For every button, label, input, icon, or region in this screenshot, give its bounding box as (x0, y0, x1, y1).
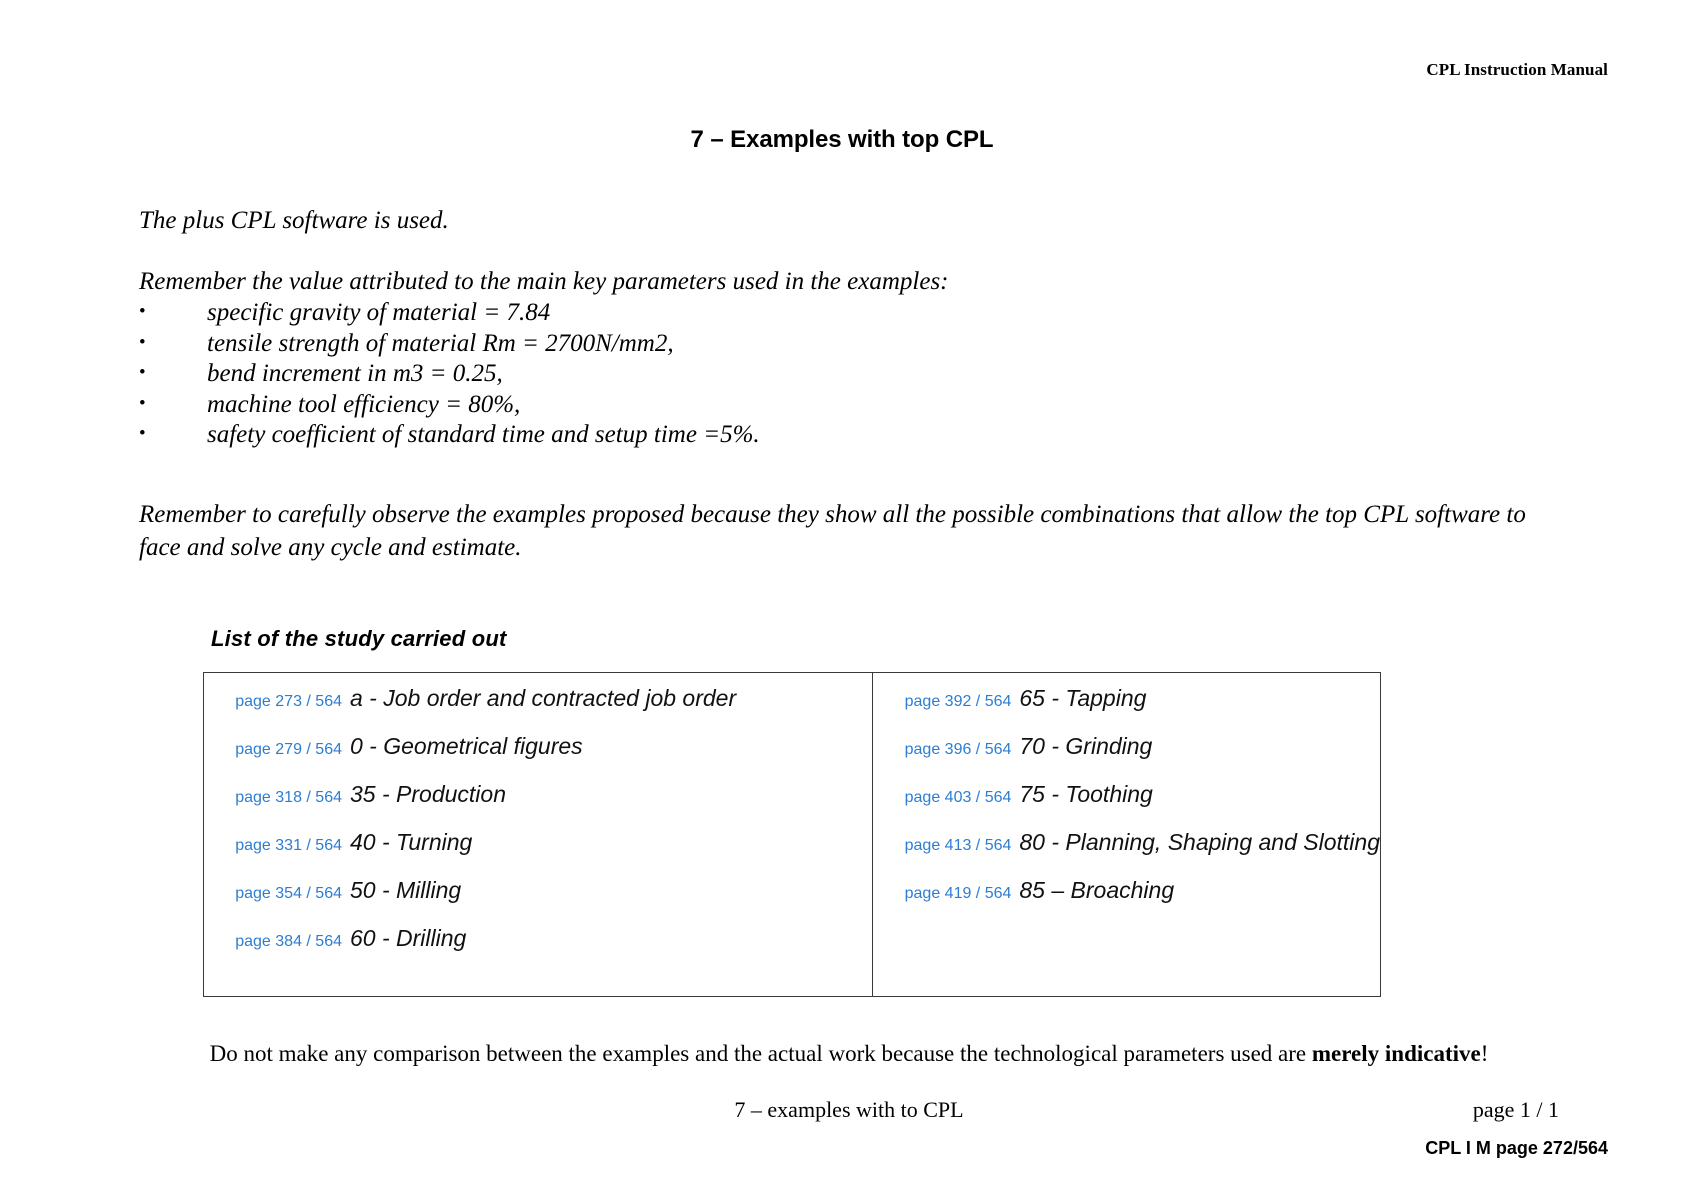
study-item-label: a - Job order and contracted job order (350, 685, 737, 711)
page-link[interactable]: page 273 / 564 (235, 693, 342, 710)
study-item-label: 60 - Drilling (350, 925, 467, 951)
page-link[interactable]: page 279 / 564 (235, 741, 342, 758)
list-item-label: bend increment in m3 = 0.25, (207, 360, 503, 387)
table-row[interactable] (204, 829, 872, 877)
page-title: 7 – Examples with top CPL (690, 126, 994, 153)
list-item-label: machine tool efficiency = 80%, (207, 390, 521, 418)
list-item (139, 329, 1551, 360)
page-footer (139, 1097, 1559, 1123)
study-item-label: 65 - Tapping (1019, 685, 1147, 711)
table-row[interactable] (873, 733, 1380, 781)
study-list-heading: List of the study carried out (211, 626, 507, 651)
intro-software-line: The plus CPL software is used. (139, 207, 449, 234)
page-link[interactable]: page 413 / 564 (904, 837, 1012, 854)
table-row[interactable] (873, 877, 1380, 925)
study-list-left-column (204, 673, 873, 996)
study-list-right-column (873, 673, 1380, 996)
table-row[interactable] (873, 685, 1380, 733)
closing-note (139, 1041, 1559, 1067)
list-item (139, 420, 1551, 451)
list-item (139, 298, 1551, 329)
bullet-icon: • (139, 362, 146, 383)
study-item-label: 85 – Broaching (1019, 877, 1175, 903)
closing-note-text-before: Do not make any comparison between the examples and the actual work because the technological parameters used are (209, 1041, 1312, 1066)
key-parameters-list (139, 298, 1551, 451)
closing-note-emphasis: merely indicative (1311, 1041, 1481, 1066)
page-link[interactable]: page 396 / 564 (904, 741, 1012, 758)
list-item-label: tensile strength of material Rm = 2700N/mm2, (207, 329, 674, 357)
list-item-label: specific gravity of material = 7.84 (207, 299, 551, 326)
list-item (139, 359, 1551, 390)
page-link[interactable]: page 354 / 564 (235, 885, 342, 902)
table-row[interactable] (204, 685, 872, 733)
bullet-icon: • (139, 392, 146, 414)
study-list-table (203, 672, 1381, 997)
intro-remember-line: Remember the value attributed to the main key parameters used in the examples: (139, 268, 949, 295)
table-row[interactable] (204, 733, 872, 781)
list-item-label: safety coefficient of standard time and setup time =5%. (207, 421, 760, 448)
bullet-icon: • (139, 301, 146, 322)
footer-manual-reference: CPL I M page 272/564 (1425, 1138, 1608, 1158)
study-item-label: 50 - Milling (350, 877, 462, 903)
table-row[interactable] (204, 877, 872, 925)
footer-page-number: page 1 / 1 (1472, 1097, 1559, 1122)
document-header-title: CPL Instruction Manual (1426, 60, 1608, 79)
bullet-icon: • (139, 331, 146, 353)
page-link[interactable]: page 318 / 564 (235, 789, 342, 806)
study-item-label: 0 - Geometrical figures (350, 733, 583, 759)
table-row[interactable] (873, 781, 1380, 829)
page-link[interactable]: page 331 / 564 (235, 837, 342, 854)
closing-note-text-after: ! (1480, 1041, 1489, 1066)
intro-block (139, 204, 1551, 451)
table-row[interactable] (204, 781, 872, 829)
page-link[interactable]: page 419 / 564 (904, 885, 1012, 902)
study-item-label: 40 - Turning (350, 829, 473, 855)
study-item-label: 75 - Toothing (1019, 781, 1153, 807)
bullet-icon: • (139, 423, 146, 444)
page-link[interactable]: page 384 / 564 (235, 933, 342, 950)
study-item-label: 80 - Planning, Shaping and Slotting (1019, 829, 1380, 855)
table-row[interactable] (204, 925, 872, 973)
footer-center-label: 7 – examples with to CPL (734, 1097, 964, 1122)
page-link[interactable]: page 403 / 564 (904, 789, 1012, 806)
list-item (139, 390, 1551, 421)
page-link[interactable]: page 392 / 564 (904, 693, 1012, 710)
note-paragraph: Remember to carefully observe the examples proposed because they show all the possible combinations that allow the top CPL software to face and solve any cycle and estimate. (139, 501, 1526, 561)
study-item-label: 35 - Production (350, 781, 506, 807)
study-item-label: 70 - Grinding (1019, 733, 1153, 759)
table-row[interactable] (873, 829, 1380, 877)
